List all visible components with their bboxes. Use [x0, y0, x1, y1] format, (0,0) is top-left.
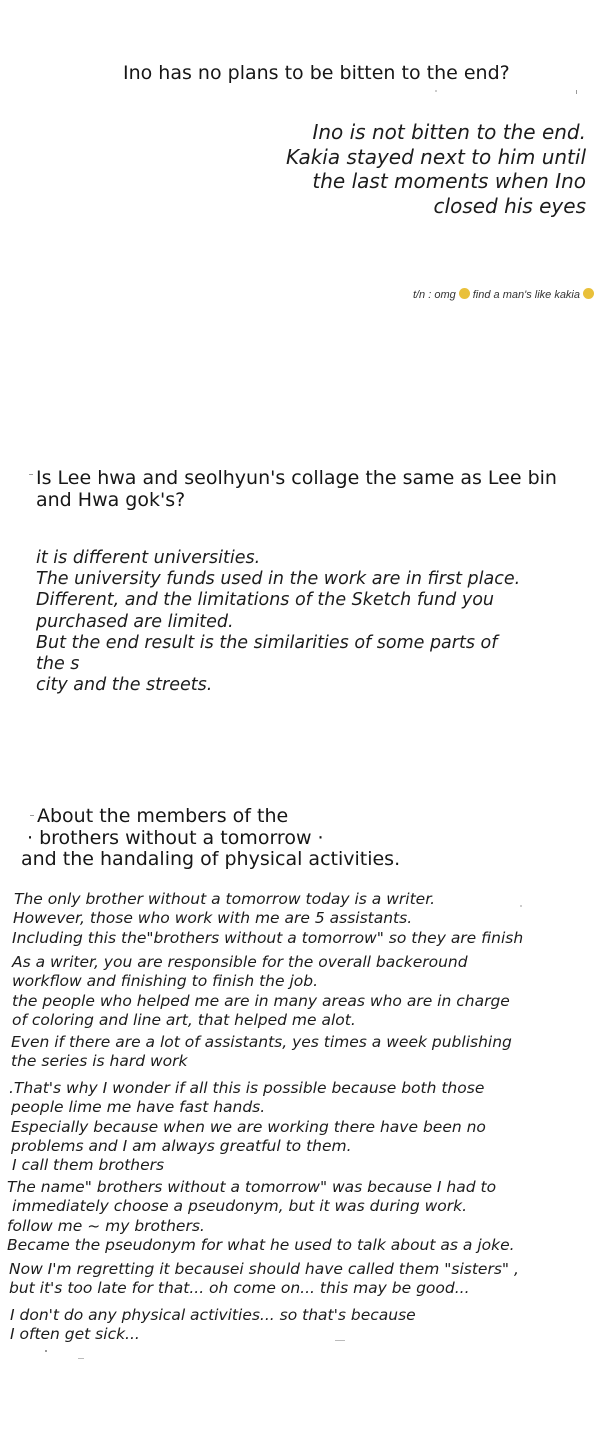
- answer-3-line: .That's why I wonder if all this is possible because both those: [9, 1079, 485, 1097]
- scan-mark: [30, 815, 34, 816]
- answer-2-line: purchased are limited.: [36, 611, 234, 632]
- translator-note: [413, 288, 597, 301]
- scan-mark: [435, 90, 437, 92]
- answer-3-paragraph: [12, 953, 510, 1030]
- question-3-line: About the members of the: [37, 805, 289, 827]
- answer-3-paragraph: [14, 890, 523, 948]
- answer-3-line: of coloring and line art, that helped me alot.: [12, 1010, 356, 1029]
- question-3-title: [21, 848, 400, 870]
- translator-note-prefix: t/n : omg: [412, 289, 456, 301]
- answer-3-line: Now I'm regretting it becausei should have called them "sisters" ,: [9, 1260, 519, 1278]
- answer-3-line: I don't do any physical activities... so that's because: [10, 1306, 416, 1324]
- question-3-line: · brothers without a tomorrow ·: [27, 827, 324, 849]
- scan-mark: [520, 905, 522, 907]
- answer-3-line: The only brother without a tomorrow today is a writer.: [14, 890, 436, 908]
- answer-2-line: The university funds used in the work are in first place.: [36, 569, 521, 590]
- answer-1-line: the last moments when Ino: [312, 169, 586, 193]
- answer-3-line: I call them brothers: [12, 1156, 165, 1175]
- answer-3-paragraph: [10, 1306, 416, 1345]
- answer-3-line: the series is hard work: [11, 1052, 188, 1071]
- answer-3-line: As a writer, you are responsible for the overall backeround: [12, 953, 468, 971]
- answer-3-line: immediately choose a pseudonym, but it was during work.: [12, 1197, 468, 1216]
- answer-3-paragraph: [11, 1033, 512, 1072]
- answer-1-line: Ino is not bitten to the end.: [312, 120, 586, 144]
- answer-3-line: However, those who work with me are 5 assistants.: [13, 909, 413, 928]
- answer-3-line: Even if there are a lot of assistants, yes times a week publishing: [11, 1033, 512, 1051]
- answer-3-line: problems and I am always greatful to them.: [11, 1136, 352, 1155]
- answer-3-line: workflow and finishing to finish the job.: [12, 972, 319, 991]
- answer-2-line: it is different universities.: [36, 548, 261, 568]
- answer-1-line: closed his eyes: [433, 193, 586, 218]
- question-2-title: [36, 467, 557, 511]
- answer-3-line: the people who helped me are in many areas who are in charge: [12, 991, 510, 1010]
- question-3-title: [27, 827, 324, 849]
- scan-mark: [576, 90, 577, 94]
- answer-3-line: Especially because when we are working there have been no: [11, 1117, 486, 1136]
- answer-1-line: Kakia stayed next to him until: [286, 144, 586, 169]
- answer-3-line: I often get sick...: [10, 1325, 140, 1344]
- answer-3-line: follow me ~ my brothers.: [7, 1216, 205, 1235]
- answer-2-line: the s: [36, 654, 80, 675]
- scan-mark: [45, 1350, 47, 1352]
- question-3-title: [37, 805, 288, 827]
- laughing-crying-face-icon: [583, 288, 594, 299]
- answer-2: [36, 548, 520, 696]
- question-3-line: and the handaling of physical activities.: [21, 848, 401, 870]
- answer-1: [286, 120, 586, 218]
- answer-3-line: Became the pseudonym for what he used to talk about as a joke.: [7, 1235, 515, 1254]
- scan-mark: [29, 474, 33, 475]
- translator-note-text: find a man's like kakia: [472, 289, 580, 301]
- laughing-crying-face-icon: [459, 288, 470, 299]
- answer-3-line: Including this the"brothers without a tomorrow" so they are finish: [12, 928, 524, 947]
- answer-3-paragraph: [9, 1260, 519, 1299]
- answer-2-line: city and the streets.: [36, 675, 213, 696]
- answer-2-line: But the end result is the similarities of some parts of: [36, 632, 498, 653]
- answer-3-line: The name" brothers without a tomorrow" was because I had to: [7, 1178, 497, 1196]
- answer-3-paragraph: [9, 1079, 486, 1175]
- question-2-line: Is Lee hwa and seolhyun's collage the same as Lee bin: [36, 467, 557, 489]
- answer-3-paragraph: [7, 1178, 515, 1255]
- scan-mark: [78, 1358, 84, 1359]
- answer-3-line: people lime me have fast hands.: [11, 1098, 266, 1117]
- question-1-title: Ino has no plans to be bitten to the end?: [123, 62, 510, 84]
- scan-mark: [335, 1340, 345, 1341]
- question-2-line: and Hwa gok's?: [36, 489, 186, 511]
- answer-3-line: but it's too late for that... oh come on... this may be good...: [9, 1279, 470, 1298]
- answer-2-line: Different, and the limitations of the Sketch fund you: [36, 590, 494, 611]
